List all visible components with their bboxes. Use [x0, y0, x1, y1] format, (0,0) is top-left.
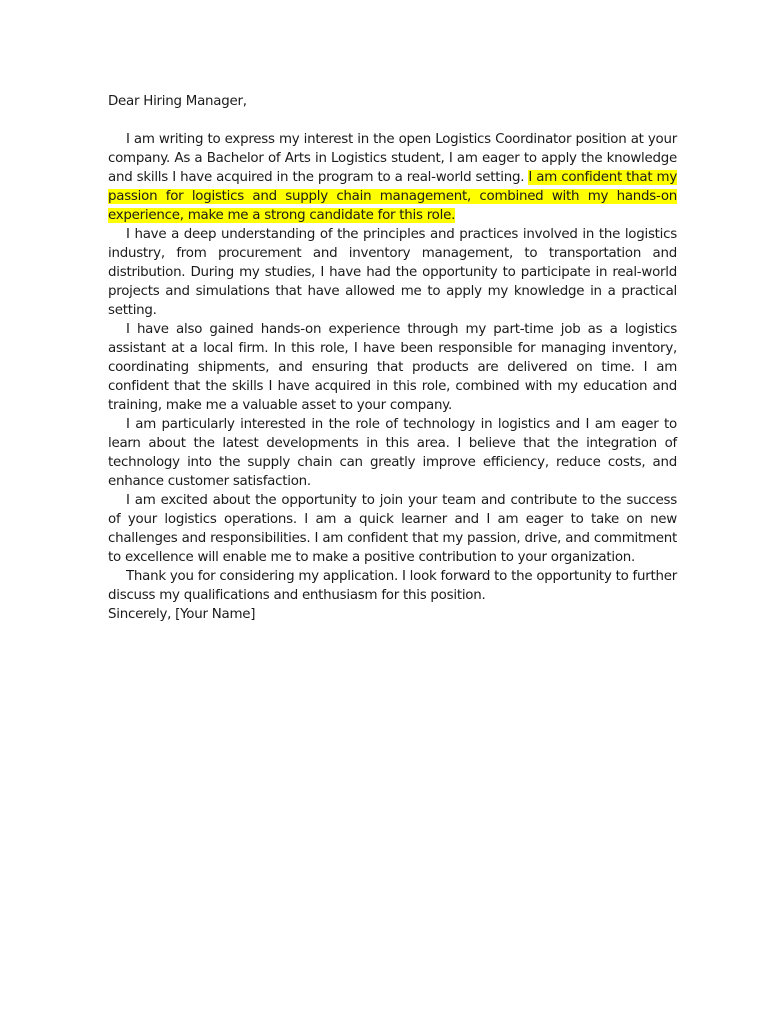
paragraph-technology: I am particularly interested in the role of technology in logistics and I am eager to learn about the latest developments in this area. I believe that the integration of technology into the supply chain can greatly improve efficiency, reduce costs, and enhance customer satisfaction.	[108, 417, 677, 489]
cover-letter	[108, 92, 677, 624]
closing-signature: Sincerely, [Your Name]	[108, 607, 256, 622]
salutation: Dear Hiring Manager,	[108, 94, 247, 109]
paragraph-experience: I have also gained hands-on experience through my part-time job as a logistics assistant at a local firm. In this role, I have been responsible for managing inventory, coordinating shipments, and ensuring that products are delivered on time. I am confident that the skills I have acquired in this role, combined with my education and training, make me a valuable asset to your company.	[108, 322, 677, 413]
highlighted-text: I am confident that my passion for logistics and supply chain management, combined with my hands-on experience, make me a strong candidate for this role.	[108, 170, 677, 223]
paragraph-team: I am excited about the opportunity to join your team and contribute to the success of your logistics operations. I am a quick learner and I am eager to take on new challenges and responsibilities. I am confident that my passion, drive, and commitment to excellence will enable me to make a positive contribution to your organization.	[108, 493, 677, 565]
paragraph-understanding: I have a deep understanding of the principles and practices involved in the logistics industry, from procurement and inventory management, to transportation and distribution. During my studies, I have had the opportunity to participate in real-world projects and simulations that have allowed me to apply my knowledge in a practical setting.	[108, 227, 677, 318]
intro-text: I am writing to express my interest in the open Logistics Coordinator position at your company. As a Bachelor of Arts in Logistics student, I am eager to apply the knowledge and skills I have acquired in the program to a real-world setting.	[108, 132, 677, 185]
paragraph-thanks: Thank you for considering my application. I look forward to the opportunity to further discuss my qualifications and enthusiasm for this position.	[108, 569, 677, 603]
paragraph-intro	[108, 130, 677, 225]
